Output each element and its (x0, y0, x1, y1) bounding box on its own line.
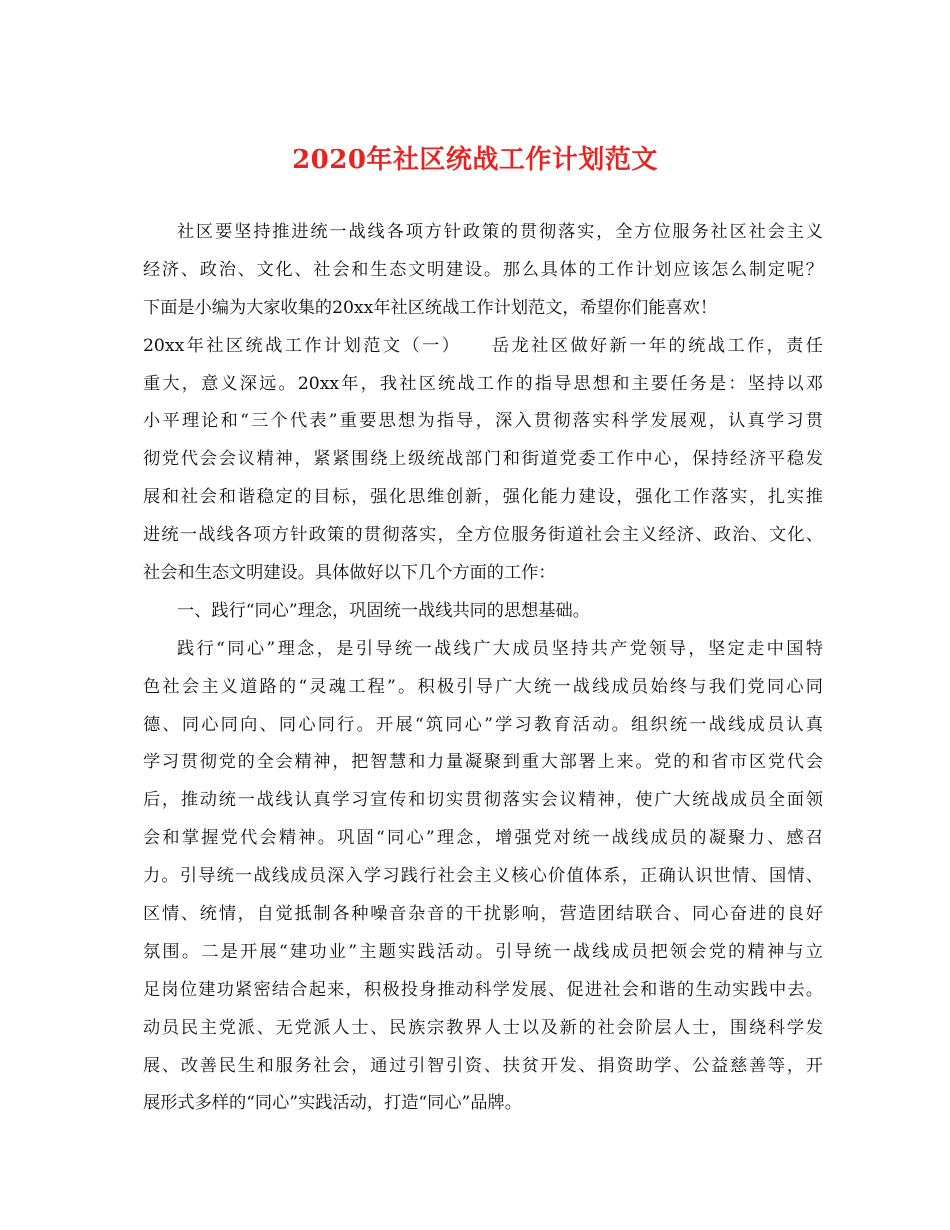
paragraph-line: 20xx年社区统战工作计划范文（一） 岳龙社区做好新一年的统战工作，责任 (143, 335, 823, 356)
paragraph-line: 色社会主义道路的“灵魂工程”。积极引导广大统一战线成员始终与我们党同心同 (143, 676, 823, 697)
document-body (143, 214, 823, 1123)
paragraph-line: 德、同心同向、同心同行。开展“筑同心”学习教育活动。组织统一战线成员认真 (143, 714, 823, 735)
paragraph-line: 后，推动统一战线认真学习宣传和切实贯彻落实会议精神，使广大统战成员全面领 (143, 790, 823, 811)
paragraph-line: 彻党代会会议精神，紧紧围绕上级统战部门和街道党委工作中心，保持经济平稳发 (143, 449, 823, 470)
paragraph-line: 社会和生态文明建设。具体做好以下几个方面的工作： (143, 563, 556, 584)
paragraph-line: 氛围。二是开展“建功业”主题实践活动。引导统一战线成员把领会党的精神与立 (143, 941, 823, 962)
paragraph-line: 小平理论和“三个代表”重要思想为指导，深入贯彻落实科学发展观，认真学习贯 (143, 411, 823, 432)
paragraph-line: 重大，意义深远。20xx年，我社区统战工作的指导思想和主要任务是：坚持以邓 (143, 373, 823, 394)
paragraph-line: 展、改善民生和服务社会，通过引智引资、扶贫开发、捐资助学、公益慈善等，开 (143, 1055, 823, 1076)
document-title: 2020年社区统战工作计划范文 (292, 145, 658, 175)
paragraph-line: 足岗位建功紧密结合起来，积极投身推动科学发展、促进社会和谐的生动实践中去。 (143, 979, 823, 1000)
paragraph-line: 社区要坚持推进统一战线各项方针政策的贯彻落实，全方位服务社区社会主义 (177, 222, 823, 242)
paragraph-line: 区情、统情，自觉抵制各种噪音杂音的干扰影响，营造团结联合、同心奋进的良好 (143, 904, 823, 925)
paragraph-line: 下面是小编为大家收集的20xx年社区统战工作计划范文，希望你们能喜欢！ (143, 297, 718, 318)
paragraph-line: 动员民主党派、无党派人士、民族宗教界人士以及新的社会阶层人士，围绕科学发 (143, 1017, 823, 1038)
section-heading: 一、践行“同心”理念，巩固统一战线共同的思想基础。 (177, 600, 590, 621)
paragraph-line: 学习贯彻党的全会精神，把智慧和力量凝聚到重大部署上来。党的和省市区党代会 (143, 752, 823, 773)
paragraph-line: 展和社会和谐稳定的目标，强化思维创新，强化能力建设，强化工作落实，扎实推 (143, 487, 823, 508)
paragraph-line: 展形式多样的“同心”实践活动，打造“同心”品牌。 (143, 1093, 522, 1114)
paragraph-line: 力。引导统一战线成员深入学习践行社会主义核心价值体系，正确认识世情、国情、 (143, 866, 823, 887)
paragraph-line: 经济、政治、文化、社会和生态文明建设。那么具体的工作计划应该怎么制定呢？ (143, 259, 823, 280)
paragraph-line: 进统一战线各项方针政策的贯彻落实，全方位服务街道社会主义经济、政治、文化、 (143, 525, 823, 546)
paragraph-line: 会和掌握党代会精神。巩固“同心”理念，增强党对统一战线成员的凝聚力、感召 (143, 828, 823, 849)
paragraph-line: 践行“同心”理念，是引导统一战线广大成员坚持共产党领导，坚定走中国特 (177, 638, 823, 659)
